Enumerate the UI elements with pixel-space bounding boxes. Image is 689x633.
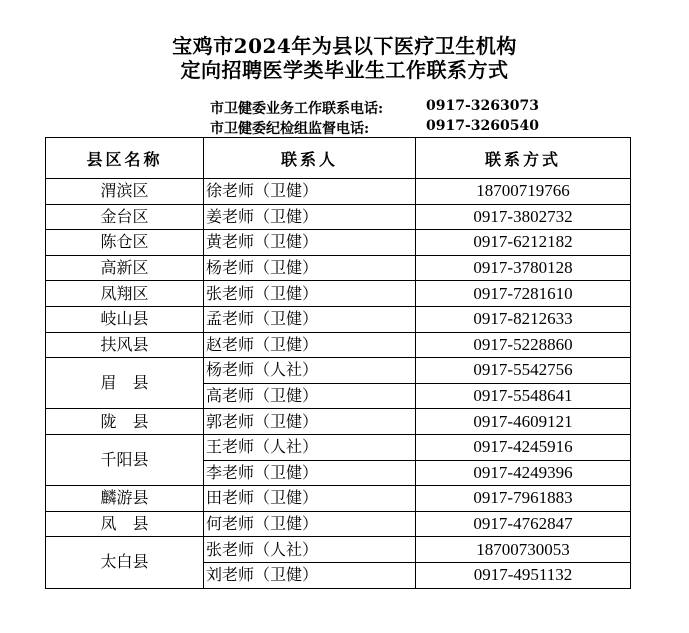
district-cell: 高新区 (46, 255, 204, 281)
table-row (46, 409, 631, 435)
phone-number-cell: 0917-4245916 (416, 434, 631, 460)
phone-number-cell: 0917-4762847 (416, 511, 631, 537)
header-district: 县区名称 (46, 138, 204, 179)
district-cell: 陈仓区 (46, 230, 204, 256)
contact-person-cell: 郭老师（卫健） (204, 409, 416, 435)
table-body (46, 179, 631, 589)
contact-person-cell: 田老师（卫健） (204, 486, 416, 512)
district-cell: 陇 县 (46, 409, 204, 435)
phone-number-cell: 0917-8212633 (416, 306, 631, 332)
supervision-contact-line (210, 118, 539, 138)
supervision-contact-number: 0917-3260540 (426, 118, 539, 134)
contact-person-cell: 黄老师（卫健） (204, 230, 416, 256)
contact-table (45, 137, 631, 589)
contact-person-cell: 王老师（人社） (204, 434, 416, 460)
phone-number-cell: 0917-5228860 (416, 332, 631, 358)
phone-number-cell: 0917-7281610 (416, 281, 631, 307)
table-row (46, 434, 631, 460)
table-row (46, 332, 631, 358)
contact-person-cell: 姜老师（卫健） (204, 204, 416, 230)
header-contact-method: 联系方式 (416, 138, 631, 179)
phone-number-cell: 0917-3780128 (416, 255, 631, 281)
table-row (46, 306, 631, 332)
district-cell: 扶风县 (46, 332, 204, 358)
contact-person-cell: 孟老师（卫健） (204, 306, 416, 332)
header-contact-person: 联系人 (204, 138, 416, 179)
district-cell: 千阳县 (46, 434, 204, 485)
business-contact-number: 0917-3263073 (426, 98, 539, 114)
table-header-row (46, 138, 631, 179)
table-row (46, 281, 631, 307)
contact-person-cell: 杨老师（卫健） (204, 255, 416, 281)
business-contact-line (210, 98, 539, 118)
contact-person-cell: 赵老师（卫健） (204, 332, 416, 358)
district-cell: 渭滨区 (46, 179, 204, 205)
phone-number-cell: 0917-4951132 (416, 562, 631, 588)
table-row (46, 537, 631, 563)
phone-number-cell: 0917-4609121 (416, 409, 631, 435)
table-row (46, 179, 631, 205)
phone-number-cell: 0917-5548641 (416, 383, 631, 409)
supervision-contact-label: 市卫健委纪检组监督电话: (210, 121, 370, 137)
contact-person-cell: 徐老师（卫健） (204, 179, 416, 205)
contact-person-cell: 杨老师（人社） (204, 358, 416, 384)
district-cell: 太白县 (46, 537, 204, 588)
district-cell: 岐山县 (46, 306, 204, 332)
phone-number-cell: 18700719766 (416, 179, 631, 205)
district-cell: 凤 县 (46, 511, 204, 537)
contact-person-cell: 张老师（人社） (204, 537, 416, 563)
phone-number-cell: 0917-6212182 (416, 230, 631, 256)
table-row (46, 230, 631, 256)
district-cell: 眉 县 (46, 358, 204, 409)
contact-person-cell: 张老师（卫健） (204, 281, 416, 307)
phone-number-cell: 18700730053 (416, 537, 631, 563)
phone-number-cell: 0917-5542756 (416, 358, 631, 384)
document-title-line-2: 定向招聘医学类毕业生工作联系方式 (180, 58, 509, 82)
contact-person-cell: 李老师（卫健） (204, 460, 416, 486)
contact-person-cell: 何老师（卫健） (204, 511, 416, 537)
district-cell: 金台区 (46, 204, 204, 230)
contact-person-cell: 刘老师（卫健） (204, 562, 416, 588)
phone-number-cell: 0917-4249396 (416, 460, 631, 486)
phone-number-cell: 0917-3802732 (416, 204, 631, 230)
table-row (46, 204, 631, 230)
district-cell: 凤翔区 (46, 281, 204, 307)
phone-number-cell: 0917-7961883 (416, 486, 631, 512)
table-row (46, 358, 631, 384)
table-row (46, 255, 631, 281)
district-cell: 麟游县 (46, 486, 204, 512)
document-title-line-1: 宝鸡市2024年为县以下医疗卫生机构 (172, 34, 517, 58)
contact-person-cell: 高老师（卫健） (204, 383, 416, 409)
table-row (46, 511, 631, 537)
business-contact-label: 市卫健委业务工作联系电话: (210, 101, 384, 117)
table-row (46, 486, 631, 512)
